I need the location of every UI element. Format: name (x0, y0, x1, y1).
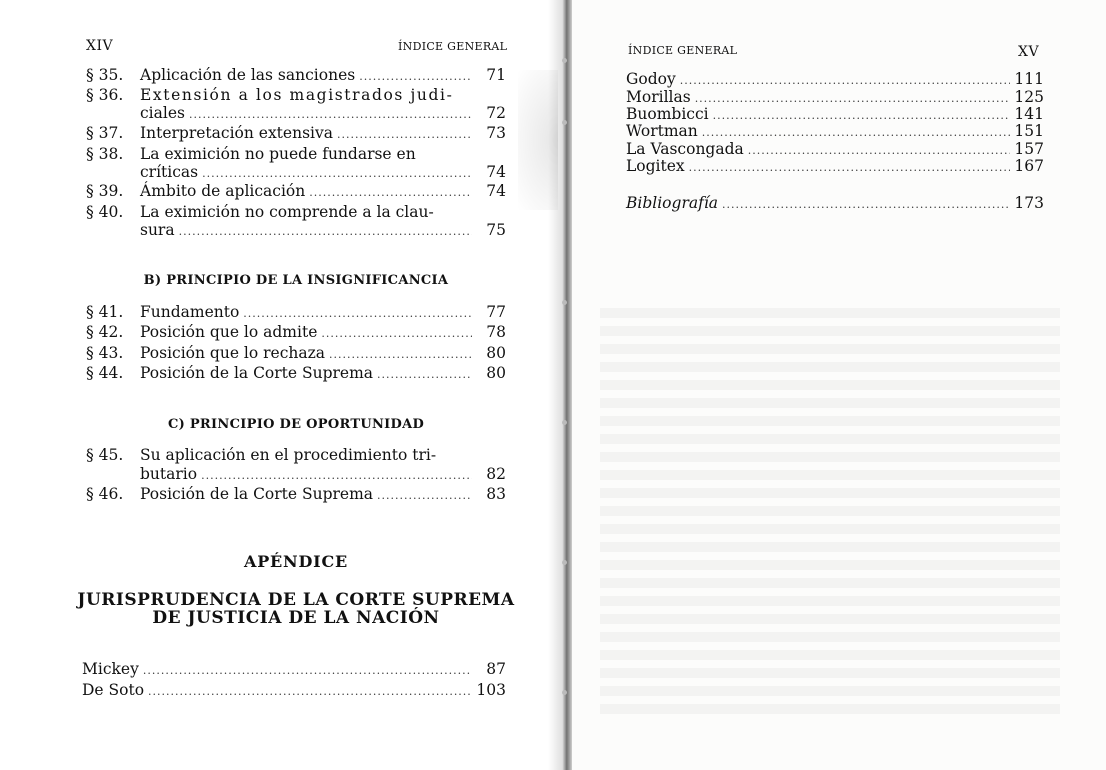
leader-dots (359, 68, 472, 86)
toc-entry-continuation (140, 163, 506, 183)
leader-dots (148, 683, 472, 701)
leader-dots (377, 366, 472, 384)
case-entry (82, 681, 506, 701)
leader-dots (321, 325, 472, 343)
section-number: § 37. (86, 124, 124, 142)
page-ref: 157 (1014, 140, 1044, 158)
section-number: § 38. (86, 145, 124, 163)
toc-entry (86, 182, 506, 202)
page-ref: 73 (486, 124, 506, 142)
entry-title: Posición de la Corte Suprema (140, 364, 374, 382)
appendix-title-line-2: DE JUSTICIA DE LA NACIÓN (152, 608, 440, 628)
entry-title-cont: críticas (140, 163, 199, 181)
case-name: Wortman (626, 122, 698, 140)
page-ref: 74 (486, 182, 506, 200)
entry-title: Posición que lo rechaza (140, 344, 326, 362)
section-number: § 43. (86, 344, 124, 362)
bibliography-label: Bibliografía (626, 194, 719, 212)
page-ref: 167 (1014, 157, 1044, 175)
page-ref: 71 (486, 66, 506, 84)
entry-title: Posición que lo admite (140, 323, 318, 341)
right-page-number: XV (1018, 44, 1040, 60)
entry-title: Extensión a los magistrados judi- (140, 86, 454, 104)
entry-title: Posición de la Corte Suprema (140, 485, 374, 503)
case-entry (626, 157, 1044, 177)
leader-dots (243, 305, 472, 323)
binding-hole (562, 690, 567, 695)
toc-entry-continuation (140, 465, 506, 485)
case-entry (626, 70, 1044, 90)
leader-dots (377, 487, 472, 505)
page-ref: 141 (1014, 105, 1044, 123)
case-name: La Vascongada (626, 140, 744, 158)
case-name: Morillas (626, 88, 691, 106)
page-ref: 82 (486, 465, 506, 483)
bibliography-entry (626, 194, 1044, 214)
section-number: § 39. (86, 182, 124, 200)
leader-dots (201, 467, 472, 485)
toc-entry-continuation (140, 221, 506, 241)
section-number: § 44. (86, 364, 124, 382)
leader-dots (202, 165, 472, 183)
leader-dots (189, 106, 472, 124)
page-ref: 111 (1014, 70, 1044, 88)
toc-entry (86, 86, 506, 104)
leader-dots (689, 159, 1010, 177)
page-ref: 78 (486, 323, 506, 341)
right-page (566, 0, 1106, 770)
toc-entry (86, 446, 506, 464)
toc-entry (86, 323, 506, 343)
page-ref: 75 (486, 221, 506, 239)
page-ref: 151 (1014, 122, 1044, 140)
toc-entry (86, 344, 506, 364)
case-name: De Soto (82, 681, 145, 699)
right-running-head: ÍNDICE GENERAL (628, 44, 738, 57)
leader-dots (722, 196, 1010, 214)
page-ref: 125 (1014, 88, 1044, 106)
section-number: § 40. (86, 203, 124, 221)
page-ref: 72 (486, 104, 506, 122)
toc-entry-continuation (140, 104, 506, 124)
page-ref: 103 (476, 681, 506, 699)
toc-entry (86, 124, 506, 144)
case-name: Mickey (82, 660, 139, 678)
leader-dots (337, 126, 472, 144)
entry-title-cont: butario (140, 465, 198, 483)
section-heading-b: B) PRINCIPIO DE LA INSIGNIFICANCIA (143, 273, 449, 288)
left-page-number: XIV (86, 38, 114, 54)
binding-hole (562, 300, 567, 305)
case-entry (626, 122, 1044, 142)
section-number: § 35. (86, 66, 124, 84)
page-ref: 87 (486, 660, 506, 678)
section-number: § 41. (86, 303, 124, 321)
book-gutter (548, 0, 572, 770)
page-ref: 173 (1014, 194, 1044, 212)
leader-dots (179, 223, 472, 241)
case-name: Godoy (626, 70, 676, 88)
page-ref: 74 (486, 163, 506, 181)
entry-title-cont: ciales (140, 104, 185, 122)
case-entry (82, 660, 506, 680)
section-number: § 42. (86, 323, 124, 341)
toc-entry (86, 145, 506, 163)
entry-title: Aplicación de las sanciones (140, 66, 356, 84)
toc-entry (86, 66, 506, 86)
toc-entry (86, 485, 506, 505)
binding-hole (562, 420, 567, 425)
leader-dots (143, 662, 472, 680)
binding-hole (562, 58, 567, 63)
section-number: § 46. (86, 485, 124, 503)
entry-title-cont: sura (140, 221, 175, 239)
entry-title: Ámbito de aplicación (140, 182, 306, 200)
left-running-head: ÍNDICE GENERAL (398, 40, 508, 53)
entry-title: Interpretación extensiva (140, 124, 333, 142)
appendix-title-line-1: JURISPRUDENCIA DE LA CORTE SUPREMA (77, 590, 515, 610)
toc-entry (86, 364, 506, 384)
leader-dots (309, 184, 472, 202)
page-ref: 83 (486, 485, 506, 503)
entry-title: La eximición no puede fundarse en (140, 145, 416, 163)
entry-title: La eximición no comprende a la clau- (140, 203, 434, 221)
entry-title: Fundamento (140, 303, 240, 321)
page-ref: 77 (486, 303, 506, 321)
case-name: Logitex (626, 157, 685, 175)
section-number: § 36. (86, 86, 124, 104)
toc-entry (86, 203, 506, 221)
toc-entry (86, 303, 506, 323)
case-name: Buombicci (626, 105, 709, 123)
page-ref: 80 (486, 344, 506, 362)
section-heading-c: C) PRINCIPIO DE OPORTUNIDAD (167, 417, 425, 432)
bleed-through-text (600, 300, 1060, 720)
binding-hole (562, 560, 567, 565)
page-ref: 80 (486, 364, 506, 382)
appendix-label: APÉNDICE (244, 552, 348, 571)
binding-hole (562, 120, 567, 125)
entry-title: Su aplicación en el procedimiento tri- (140, 446, 437, 464)
section-number: § 45. (86, 446, 124, 464)
leader-dots (329, 346, 472, 364)
